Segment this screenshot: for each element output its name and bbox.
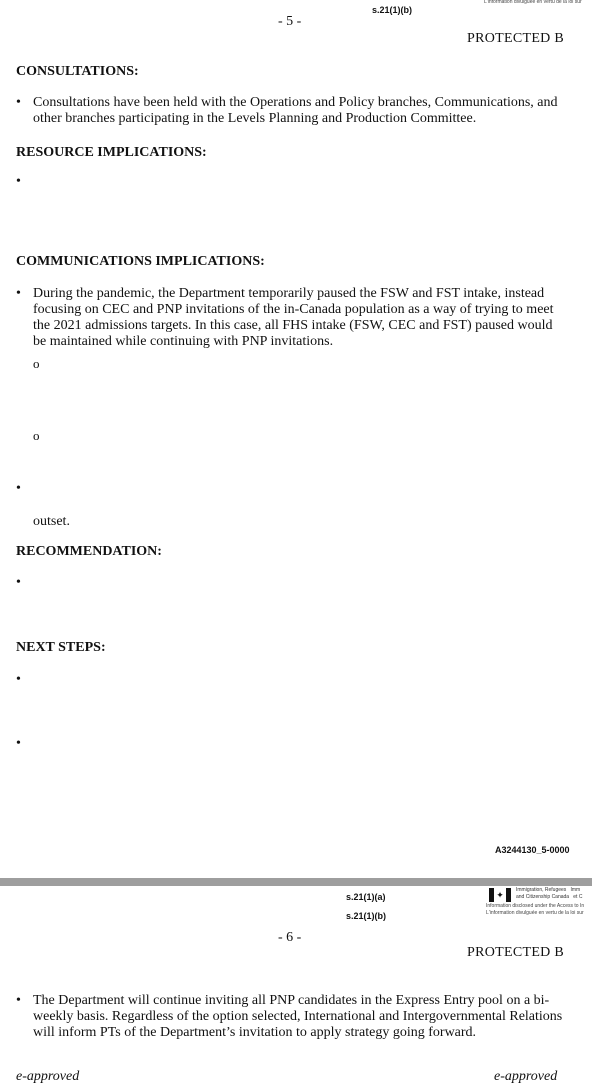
document-id: A3244130_5-0000	[495, 845, 570, 855]
communications-implications-heading: COMMUNICATIONS IMPLICATIONS:	[16, 254, 265, 269]
page-separator	[0, 878, 592, 886]
bullet-icon: •	[16, 993, 21, 1008]
page-number: - 6 -	[278, 930, 302, 945]
sub-bullet-icon: o	[33, 428, 40, 443]
page-number: - 5 -	[278, 14, 302, 29]
access-stamp-en: Information disclosed under the Access to In	[486, 903, 585, 909]
maple-leaf-icon: ✦	[494, 888, 506, 902]
bullet-icon: •	[16, 736, 21, 751]
classification-label: PROTECTED B	[467, 31, 565, 46]
next-steps-heading: NEXT STEPS:	[16, 640, 106, 655]
text-line: During the pandemic, the Department temporarily paused the FSW and FST intake, instead	[33, 286, 545, 301]
consultations-heading: CONSULTATIONS:	[16, 64, 139, 79]
access-stamp-fr: L'information divulguée en vertu de la loi sur	[486, 910, 584, 916]
outset-text: outset.	[33, 514, 70, 529]
bullet-icon: •	[16, 672, 21, 687]
department-name-line1	[516, 887, 580, 893]
text-line: be maintained while continuing with PNP invitations.	[33, 334, 334, 349]
communications-paragraph	[33, 286, 588, 350]
bullet-icon: •	[16, 481, 21, 496]
classification-label: PROTECTED B	[467, 945, 565, 960]
text-line: The Department will continue inviting all PNP candidates in the Express Entry pool on a bi-	[33, 993, 550, 1008]
next-steps-paragraph	[33, 993, 588, 1041]
approval-left: e-approved	[16, 1069, 80, 1084]
consultations-paragraph	[33, 95, 588, 127]
bullet-icon: •	[16, 575, 21, 590]
bullet-icon: •	[16, 174, 21, 189]
text-line: focusing on CEC and PNP invitations of the in-Canada population as a way of trying to meet	[33, 302, 554, 317]
bullet-icon: •	[16, 95, 21, 110]
text-line: Consultations have been held with the Operations and Policy branches, Communications, and	[33, 95, 558, 110]
text-line: weekly basis. Regardless of the option selected, International and Intergovernmental Relations	[33, 1009, 563, 1024]
exemption-code: s.21(1)(b)	[372, 5, 413, 15]
access-stamp-line: L'information divulguée en vertu de la loi sur	[484, 0, 582, 5]
department-name-en: Immigration, Refugees	[516, 887, 567, 893]
government-logo	[489, 888, 511, 902]
department-name-en: and Citizenship Canada	[516, 894, 570, 900]
resource-implications-heading: RESOURCE IMPLICATIONS:	[16, 145, 207, 160]
text-line: the 2021 admissions targets. In this case, all FHS intake (FSW, CEC and FST) paused would	[33, 318, 553, 333]
department-name-fr: Imm	[570, 887, 581, 893]
department-name-fr: et C	[573, 894, 583, 900]
approval-right: e-approved	[494, 1069, 558, 1084]
sub-bullet-icon: o	[33, 356, 40, 371]
text-line: other branches participating in the Levels Planning and Production Committee.	[33, 111, 477, 126]
department-name-line2	[516, 894, 582, 900]
bullet-icon: •	[16, 286, 21, 301]
text-line: will inform PTs of the Department’s invitation to apply strategy going forward.	[33, 1025, 477, 1040]
exemption-code-a: s.21(1)(a)	[346, 892, 386, 902]
exemption-code-b: s.21(1)(b)	[346, 911, 387, 921]
recommendation-heading: RECOMMENDATION:	[16, 544, 162, 559]
flag-bar-right	[506, 888, 511, 902]
